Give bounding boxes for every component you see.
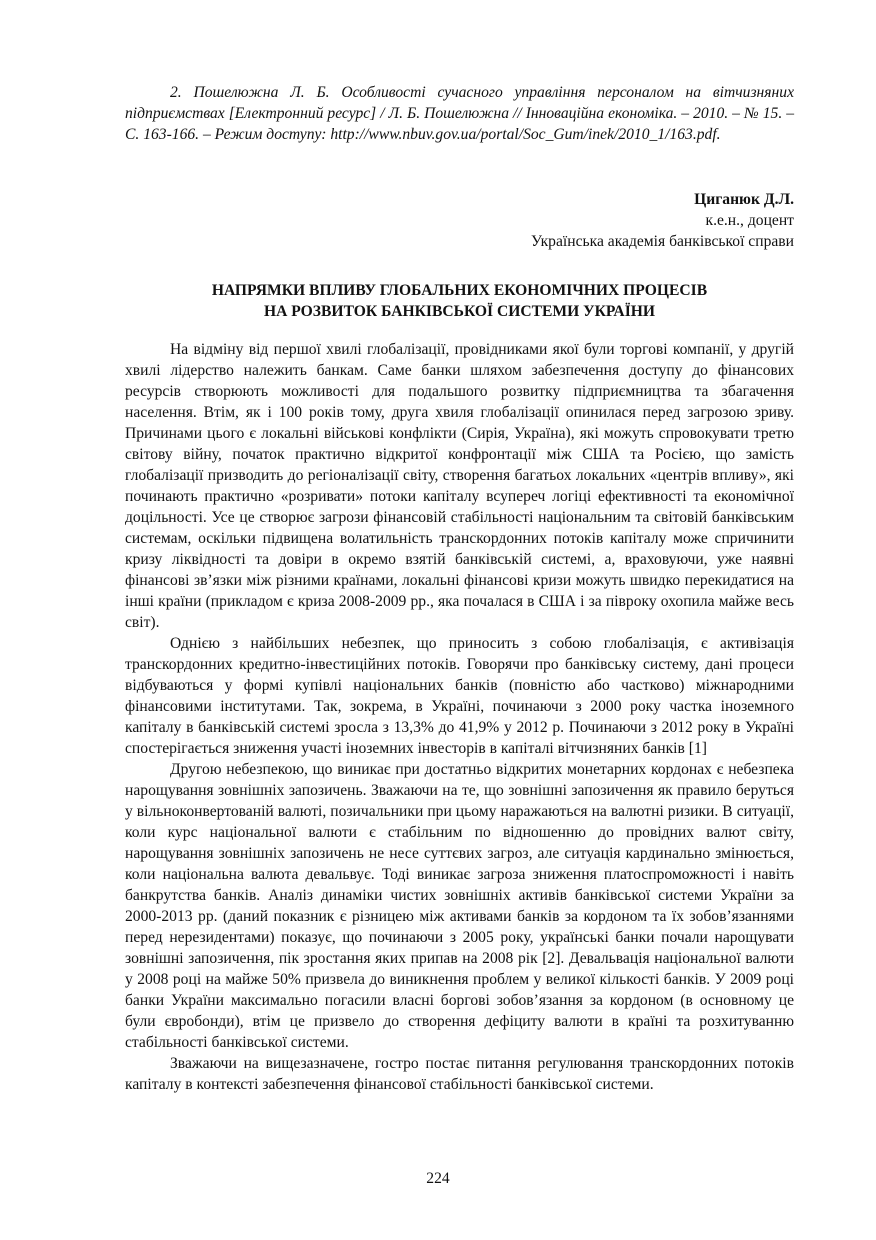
author-affiliation: Українська академія банківської справи [530,233,794,250]
author-name: Циганюк Д.Л. [694,191,794,208]
article-title-line-1: НАПРЯМКИ ВПЛИВУ ГЛОБАЛЬНИХ ЕКОНОМІЧНИХ ПРОЦЕСІВ [211,282,708,299]
article-title-line-2: НА РОЗВИТОК БАНКІВСЬКОЇ СИСТЕМИ УКРАЇНИ [263,303,656,320]
article-title [125,280,794,322]
author-degree: к.е.н., доцент [705,212,794,229]
author-block [125,189,794,252]
body-paragraph: На відміну від першої хвилі глобалізації, провідниками якої були торгові компанії, у другій хвилі лідерство належить банкам. Саме банки шляхом забезпечення доступу до фінансових ресурсів створюють можливості для подальшого розвитку підприємництва та збагачення населення. Втім, як і 100 років тому, друга хвиля глобалізації опинилася перед загрозою зриву. Причинами цього є локальні військові конфлікти (Сирія, Україна), які можуть спровокувати третю світову війну, початок практично відкритої конфронтації між США та Росією, що замість глобалізації призводить до регіоналізації світу, створення багатьох локальних «центрів впливу», які починають практично «розривати» потоки капіталу всупереч логіці ефективності та економічної доцільності. Усе це створює загрози фінансовій стабільності національним та світовій банківським системам, оскільки підвищена волатильність транскордонних потоків капіталу може спричинити кризу ліквідності та довіри в окремо взятій банківській системі, а, враховуючи, уже наявні фінансові зв’язки між різними країнами, локальні фінансові кризи можуть швидко перекидатися на інші країни (прикладом є криза 2008-2009 рр., яка почалася в США і за півроку охопила майже весь світ). [125,341,794,631]
body-paragraph: Однією з найбільших небезпек, що приносить з собою глобалізація, є активізація транскордонних кредитно-інвестиційних потоків. Говорячи про банківську систему, дані процеси відбуваються у формі купівлі національних банків (повністю або частково) міжнародними фінансовими інститутами. Так, зокрема, в Україні, починаючи з 2000 року частка іноземного капіталу в банківській системі зросла з 13,3% до 41,9% у 2012 р. Починаючи з 2012 року в Україні спостерігається зниження участі іноземних інвесторів в капіталі вітчизняних банків [1] [125,635,794,757]
article-body [125,339,794,1095]
reference-entry: 2. Пошелюжна Л. Б. Особливості сучасного управління персоналом на вітчизняних підприємствах [Електронний ресурс] / Л. Б. Пошелюжна // Інноваційна економіка. – 2010. – № 15. – С. 163-166. – Режим доступу: http://www.nbuv.gov.ua/portal/Soc_Gum/inek/2010_1/163.pdf. [125,84,794,143]
page-number: 224 [426,1170,450,1187]
body-paragraph: Другою небезпекою, що виникає при достатньо відкритих монетарних кордонах є небезпека нарощування зовнішніх запозичень. Зважаючи на те, що зовнішні запозичення як правило беруться у вільноконвертованій валюті, позичальники при цьому наражаються на валютні ризики. В ситуації, коли курс національної валюти є стабільним по відношенню до провідних валют світу, нарощування зовнішніх запозичень не несе суттєвих загроз, але ситуація кардинально змінюється, коли національна валюта девальвує. Тоді виникає загроза зниження платоспроможності і навіть банкрутства банків. Аналіз динаміки чистих зовнішніх активів банківської системи України за 2000-2013 рр. (даний показник є різницею між активами банків за кордоном та їх зобов’язаннями перед нерезидентами) показує, що починаючи з 2005 року, українські банки почали нарощувати зовнішні запозичення, пік зростання яких припав на 2008 рік [2]. Девальвація національної валюти у 2008 році на майже 50% призвела до виникнення проблем у великої кількості банків. У 2009 році банки України максимально погасили власні боргові зобов’язання за кордоном (в основному це були євробонди), втім це призвело до створення дефіциту валюти в країні та розхитуванню стабільності банківської системи. [125,761,794,1051]
page-content [125,82,794,1095]
body-paragraph: Зважаючи на вищезазначене, гостро постає питання регулювання транскордонних потоків капіталу в контексті забезпечення фінансової стабільності банківської системи. [125,1055,794,1093]
